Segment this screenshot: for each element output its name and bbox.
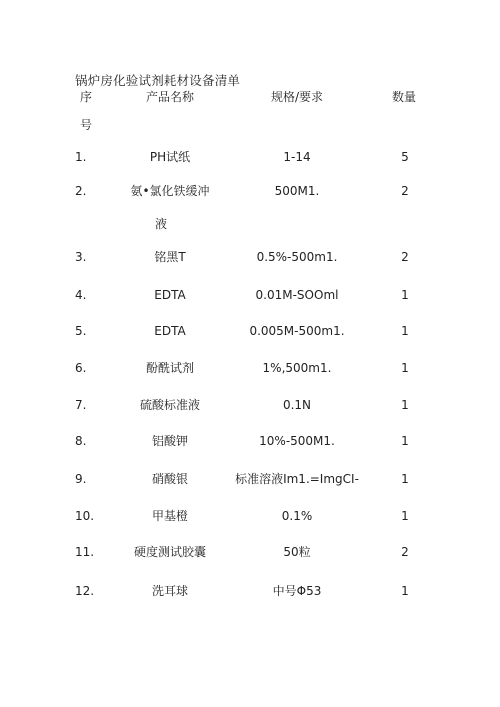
row-spec: 中号Φ53 [272,584,322,598]
row-name: 硬度测试胶囊 [133,545,206,559]
row-qty: 2 [401,545,409,559]
row-name: PH试纸 [149,150,191,164]
header-seq: 序 [80,90,93,104]
row-qty: 1 [401,509,409,523]
row-seq: 5. [75,324,87,338]
row-name: 甲基橙 [151,509,188,523]
row-qty: 1 [401,472,409,486]
header-seq-wrap: 号 [80,118,93,132]
row-qty: 1 [401,288,409,302]
row-spec: 1-14 [283,150,311,164]
row-name-wrap: 液 [155,217,168,231]
row-seq: 12. [75,584,95,598]
row-qty: 1 [401,361,409,375]
row-qty: 5 [401,150,409,164]
row-name: EDTA [154,324,186,338]
row-name: 酚酰试剂 [145,361,194,375]
row-spec: 0.1N [282,398,312,412]
row-qty: 1 [401,584,409,598]
row-seq: 11. [75,545,95,559]
row-seq: 10. [75,509,95,523]
header-qty: 数量 [391,90,416,104]
row-qty: 1 [401,324,409,338]
header-name: 产品名称 [145,90,194,104]
row-name: 硝酸银 [151,472,188,486]
row-seq: 3. [75,250,87,264]
row-seq: 2. [75,184,87,198]
row-spec: 0.005M-500m1. [249,324,345,338]
row-spec: 1%,500m1. [262,361,332,375]
row-seq: 6. [75,361,87,375]
row-seq: 9. [75,472,87,486]
row-name: EDTA [154,288,186,302]
row-spec: 0.5%-500m1. [256,250,338,264]
row-qty: 2 [401,250,409,264]
row-spec: 50粒 [283,545,311,559]
header-spec: 规格/要求 [270,90,324,104]
row-spec: 标准溶液Im1.=ImgCI- [235,472,359,486]
row-spec: 10%-500M1. [259,434,335,448]
row-name: 硫酸标准液 [139,398,200,412]
row-qty: 1 [401,434,409,448]
row-spec: 500M1. [274,184,320,198]
row-seq: 8. [75,434,87,448]
row-name: 铝酸钾 [151,434,188,448]
row-qty: 1 [401,398,409,412]
row-spec: 0.1% [281,509,313,523]
row-seq: 4. [75,288,87,302]
row-name: 氨•氯化铁缓冲 [130,184,210,198]
row-name: 铭黑T [154,250,186,264]
row-name: 洗耳球 [151,584,188,598]
row-spec: 0.01M-SOOml [255,288,339,302]
document-title: 锅炉房化验试剂耗材设备清单 [75,73,241,88]
row-seq: 1. [75,150,87,164]
row-seq: 7. [75,398,87,412]
row-qty: 2 [401,184,409,198]
